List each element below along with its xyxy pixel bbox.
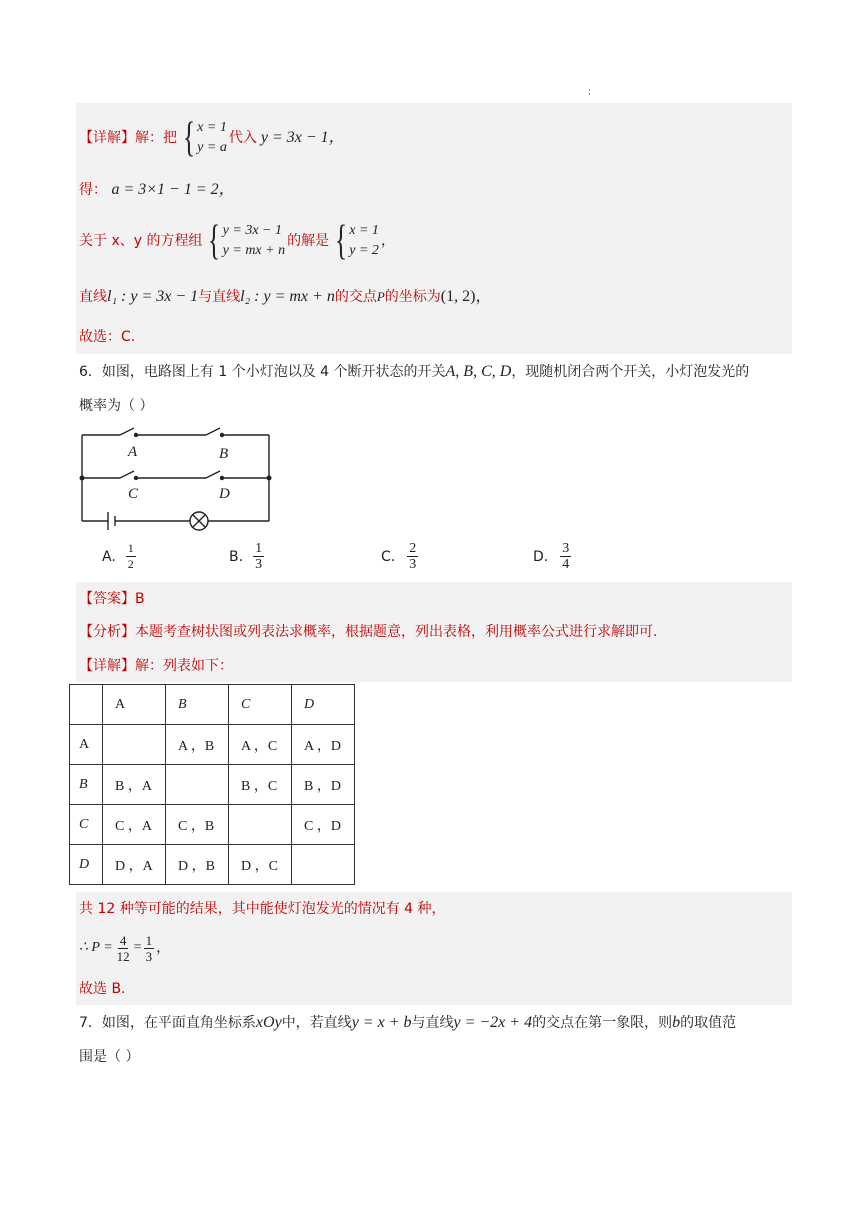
line-text: 的坐标为	[384, 289, 441, 305]
table-cell: A	[70, 725, 103, 765]
equation-system-3	[331, 220, 379, 262]
system-row: y = 3x − 1	[222, 223, 282, 238]
table-cell: B ，A	[103, 765, 166, 805]
fraction: $\frac{1}{3}$	[145, 932, 153, 964]
table-cell: D ，A	[103, 845, 166, 885]
question-6-line-2: 概率为（ ）	[79, 398, 154, 414]
answer-value: B	[135, 591, 145, 607]
point-label: P	[376, 289, 385, 304]
table-cell	[292, 845, 355, 885]
total-outcomes-line: 共 12 种等可能的结果，其中能使灯泡发光的情况有 4 种，	[79, 901, 446, 917]
junction-dot	[267, 476, 272, 481]
table-cell	[229, 805, 292, 845]
system-row: x = 1	[349, 223, 379, 238]
table-cell: B	[166, 685, 229, 725]
brace-icon: {	[335, 218, 348, 264]
line-equation-2: y = −2x + 4	[453, 1014, 533, 1031]
switch-b	[206, 428, 220, 435]
answer-line	[79, 589, 145, 609]
table-cell: C	[229, 685, 292, 725]
option-key: C.	[381, 548, 396, 565]
table-row	[70, 845, 355, 885]
equation-system-1	[179, 117, 227, 159]
fraction: $\frac{4}{12}$	[116, 932, 130, 964]
equation-system-2	[204, 220, 285, 262]
table-row	[70, 685, 355, 725]
table-cell: B	[70, 765, 103, 805]
brace-icon: {	[183, 115, 196, 161]
final-choice: 故选 B.	[79, 981, 126, 997]
table-cell: D	[70, 845, 103, 885]
equation: y = 3x − 1，	[260, 129, 345, 146]
about-text: 关于 x、y 的方程组	[79, 233, 203, 249]
switch-label-b: B	[219, 446, 229, 462]
table-cell	[70, 685, 103, 725]
option-key: D.	[533, 548, 549, 565]
switch-label-a: A	[128, 444, 138, 460]
line-text: 直线	[79, 289, 107, 305]
substitute-text: 代入	[228, 130, 257, 146]
table-row	[70, 805, 355, 845]
got-text: 得：	[79, 182, 107, 198]
system-row: y = 2	[349, 243, 379, 258]
switch-d	[206, 471, 220, 478]
equation: a = 3×1 − 1 = 2，	[111, 181, 235, 198]
switch-label-d: D	[219, 486, 230, 502]
system-row: y = mx + n	[222, 243, 286, 258]
question-7-line-2: 围是（ ）	[79, 1049, 140, 1065]
equals-sign: =	[133, 940, 142, 955]
header-mark: ;	[588, 87, 592, 97]
system-row: y = a	[197, 140, 227, 155]
table-cell: B ，C	[229, 765, 292, 805]
detail-text: 解：列表如下：	[135, 658, 233, 674]
detail-line	[79, 656, 233, 676]
table-cell: A	[103, 685, 166, 725]
table-cell: A ，B	[166, 725, 229, 765]
option-fraction: $\frac{3}{4}$	[562, 541, 570, 572]
junction-dot	[80, 476, 85, 481]
solution-intro: 解：把	[135, 130, 177, 146]
option-fraction: $\frac{2}{3}$	[409, 541, 417, 572]
switch-label-c: C	[128, 486, 139, 502]
brace-icon: {	[208, 218, 221, 264]
variable-b: b	[672, 1014, 681, 1031]
table-cell: D ，C	[229, 845, 292, 885]
question-text: 中，若直线	[281, 1015, 352, 1031]
question-text: 的取值范	[680, 1015, 737, 1031]
line-l1: l₁ : y = 3x − 1	[107, 288, 199, 305]
question-6-line-1	[79, 362, 749, 382]
solution-line-2	[79, 180, 235, 200]
solution-is-text: 的解是	[287, 233, 330, 249]
question-text: 6．如图，电路图上有 1 个小灯泡以及 4 个断开状态的开关	[79, 364, 446, 380]
table-row	[70, 765, 355, 805]
question-text: 的交点在第一象限，则	[532, 1015, 673, 1031]
option-b[interactable]	[229, 541, 266, 572]
table-cell: C ，A	[103, 805, 166, 845]
question-text: 7．如图，在平面直角坐标系	[79, 1015, 256, 1031]
table-cell: C	[70, 805, 103, 845]
option-fraction: $\frac{1}{3}$	[255, 541, 263, 572]
solution-line-4	[79, 287, 491, 307]
analysis-tag: 【分析】	[79, 624, 135, 640]
solution-line-3: 关于 x、y 的方程组 { y = 3x − 1 y = mx + n 的解是 { x = 1 y = 2 ，	[79, 218, 395, 264]
table-cell	[166, 765, 229, 805]
option-key: B.	[229, 548, 244, 565]
table-cell: D	[292, 685, 355, 725]
option-a[interactable]	[102, 541, 138, 572]
table-cell: C ，B	[166, 805, 229, 845]
analysis-text: 本题考查树状图或列表法求概率，根据题意，列出表格，利用概率公式进行求解即可.	[135, 624, 658, 640]
option-d[interactable]	[533, 541, 573, 572]
probability-prefix: ∴ P =	[79, 940, 113, 955]
detail-tag: 【详解】	[79, 658, 135, 674]
outcome-table	[69, 684, 355, 885]
question-text: ，现随机闭合两个开关，小灯泡发光的	[511, 364, 750, 380]
table-cell: B ，D	[292, 765, 355, 805]
answer-tag: 【答案】	[79, 591, 135, 607]
table-cell: C ，D	[292, 805, 355, 845]
option-key: A.	[102, 548, 116, 565]
line-equation-1: y = x + b	[351, 1014, 412, 1031]
line-text: 的交点	[334, 289, 377, 305]
table-row	[70, 725, 355, 765]
line-l2: l₂ : y = mx + n	[240, 288, 335, 305]
coordinate: (1, 2)，	[440, 288, 492, 305]
probability-line	[79, 930, 170, 966]
table-cell: A ，D	[292, 725, 355, 765]
table-cell: D ，B	[166, 845, 229, 885]
question-7-line-1	[79, 1013, 736, 1033]
switch-c	[120, 471, 134, 478]
detail-tag: 【详解】	[79, 130, 135, 146]
option-fraction: $\frac{1}{2}$	[127, 541, 134, 571]
coordinate-system: xOy	[255, 1014, 282, 1031]
solution-choice: 故选：C.	[79, 329, 136, 345]
switch-list: A, B, C, D	[445, 363, 512, 380]
table-cell: A ，C	[229, 725, 292, 765]
line-text: 与直线	[198, 289, 241, 305]
option-c[interactable]	[381, 541, 420, 572]
system-row: x = 1	[197, 120, 227, 135]
solution-line-1	[79, 115, 345, 161]
probability-end: ，	[156, 940, 171, 956]
circuit-diagram	[70, 420, 280, 538]
question-text: 与直线	[411, 1015, 454, 1031]
analysis-line	[79, 622, 657, 642]
table-cell	[103, 725, 166, 765]
switch-a	[120, 428, 134, 435]
